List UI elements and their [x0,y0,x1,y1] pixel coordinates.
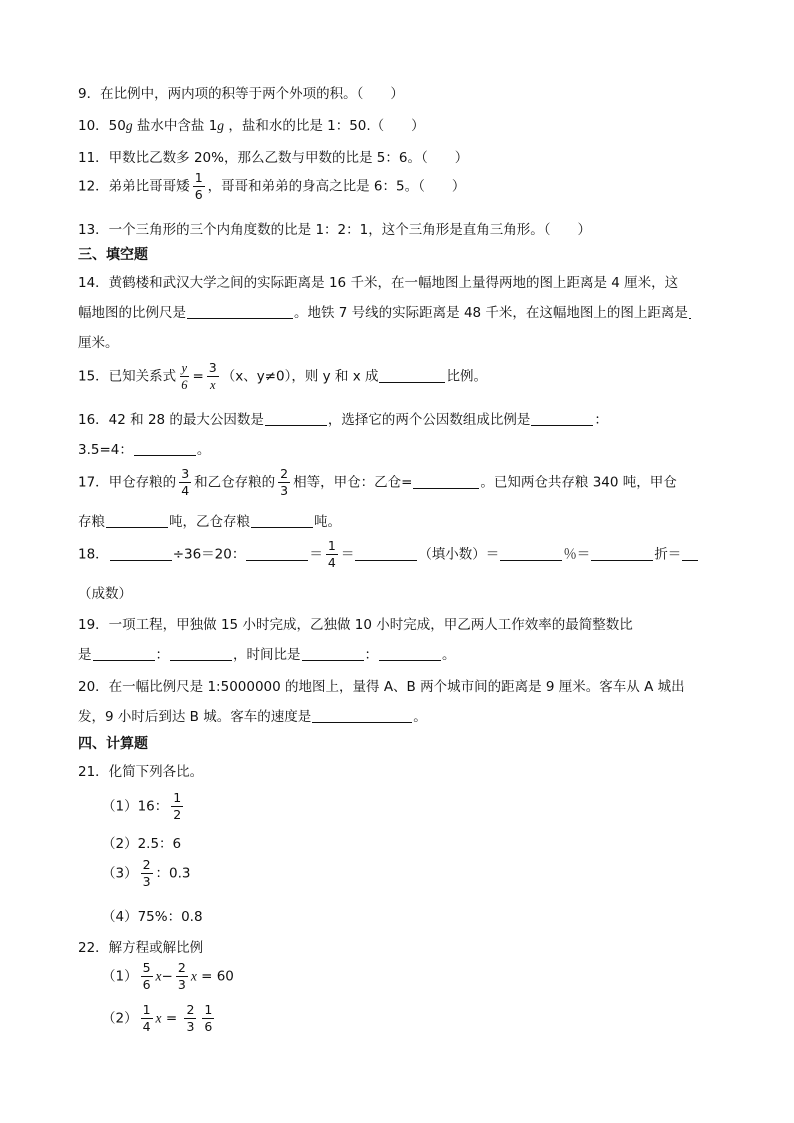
question-15: 15．已知关系式 $\frac{y}{6}$ = $\frac{3}{x}$ （x、y≠0），则 y 和 x 成 比例。 [78,360,487,392]
answer-blank[interactable] [355,546,417,561]
question-20-line-1: 20．在一幅比例尺是 1:5000000 的地图上，量得 A、B 两个城市间的距离是 9 厘米。客车从 A 城出 [78,679,685,695]
answer-blank[interactable] [110,546,172,561]
section-title-calculation: 四、计算题 [78,736,148,752]
question-22-part-2: （2） $\frac{1}{4}$ x = $\frac{2}{3}$ $\frac{1}{6}$ [102,1002,213,1034]
fraction: $\frac{1}{4}$ [142,1002,151,1034]
question-9: 9．在比例中，两内项的积等于两个外项的积。（ ） [78,86,404,102]
fraction: $\frac{3}{x}$ [208,360,217,392]
question-11: 11．甲数比乙数多 20%，那么乙数与甲数的比是 5：6。（ ） [78,150,469,166]
question-22-title: 22．解方程或解比例 [78,940,204,956]
answer-blank[interactable] [312,708,412,723]
question-17-line-1: 17．甲仓存粮的 $\frac{3}{4}$ 和乙仓存粮的 $\frac{2}{3}$ 相等，甲仓：乙仓= 。已知两仓共存粮 340 吨，甲仓 [78,466,677,498]
question-12: 12．弟弟比哥哥矮 $\frac{1}{6}$ ，哥哥和弟弟的身高之比是 6：5。（ ） [78,170,466,202]
question-17-line-2: 存粮 吨，乙仓存粮 吨。 [78,514,341,530]
answer-blank[interactable] [106,513,168,528]
question-21-part-1: （1）16： $\frac{1}{2}$ [102,790,182,822]
fraction: $\frac{5}{6}$ [142,960,151,992]
fraction: $\frac{1}{4}$ [327,538,336,570]
answer-blank[interactable] [134,441,196,456]
answer-blank[interactable] [170,646,232,661]
fraction: $\frac{2}{3}$ [280,466,289,498]
fraction: $\frac{2}{3}$ [177,960,186,992]
answer-blank[interactable] [591,546,653,561]
question-21-part-2: （2）2.5：6 [102,836,182,852]
answer-blank[interactable] [500,546,562,561]
fraction: $\frac{3}{4}$ [181,466,190,498]
question-16-line-1: 16．42 和 28 的最大公因数是 ，选择它的两个公因数组成比例是 ： [78,412,608,428]
question-18-line-2: （成数） [78,586,132,602]
fraction: $\frac{1}{2}$ [173,790,182,822]
question-14-line-2: 幅地图的比例尺是 。地铁 7 号线的实际距离是 48 千米，在这幅地图上的图上距离是 [78,301,692,321]
answer-blank[interactable] [187,304,293,319]
answer-blank[interactable] [689,304,691,319]
fraction: $\frac{y}{6}$ [181,361,188,392]
question-14-line-3: 厘米。 [78,335,119,351]
answer-blank[interactable] [251,513,313,528]
fraction: $\frac{1}{6}$ [204,1002,213,1034]
question-10: 10．50g 盐水中含盐 1g ，盐和水的比是 1：50.（ ） [78,118,425,134]
answer-blank[interactable] [379,368,445,383]
answer-blank[interactable] [265,411,327,426]
question-19-line-1: 19．一项工程，甲独做 15 小时完成，乙独做 10 小时完成，甲乙两人工作效率的最简整数比 [78,617,633,633]
question-21-title: 21．化简下列各比。 [78,764,204,780]
question-21-part-3: （3） $\frac{2}{3}$ ：0.3 [102,857,191,889]
question-21-part-4: （4）75%：0.8 [102,909,203,925]
answer-blank[interactable] [682,546,698,561]
fraction: $\frac{2}{3}$ [142,857,151,889]
question-14-line-1: 14．黄鹤楼和武汉大学之间的实际距离是 16 千米，在一幅地图上量得两地的图上距离是 4 厘米，这 [78,275,679,291]
answer-blank[interactable] [379,646,441,661]
question-16-line-2: 3.5=4： 。 [78,442,211,458]
question-19-line-2: 是 ： ，时间比是 ： 。 [78,647,456,663]
fraction: $\frac{1}{6}$ [194,170,203,202]
question-18-line-1: 18． ÷36＝20： ＝ $\frac{1}{4}$ ＝ （填小数）＝ ％＝ 折＝ [78,540,699,569]
question-13: 13．一个三角形的三个内角度数的比是 1：2：1，这个三角形是直角三角形。（ ） [78,222,591,238]
answer-blank[interactable] [302,646,364,661]
answer-blank[interactable] [93,646,155,661]
question-20-line-2: 发，9 小时后到达 B 城。客车的速度是 。 [78,709,427,725]
section-title-fill-in: 三、填空题 [78,247,148,263]
answer-blank[interactable] [531,411,593,426]
answer-blank[interactable] [413,474,479,489]
fraction: $\frac{2}{3}$ [186,1002,195,1034]
answer-blank[interactable] [246,546,308,561]
question-22-part-1: （1） $\frac{5}{6}$ x− $\frac{2}{3}$ x = 60 [102,960,234,992]
